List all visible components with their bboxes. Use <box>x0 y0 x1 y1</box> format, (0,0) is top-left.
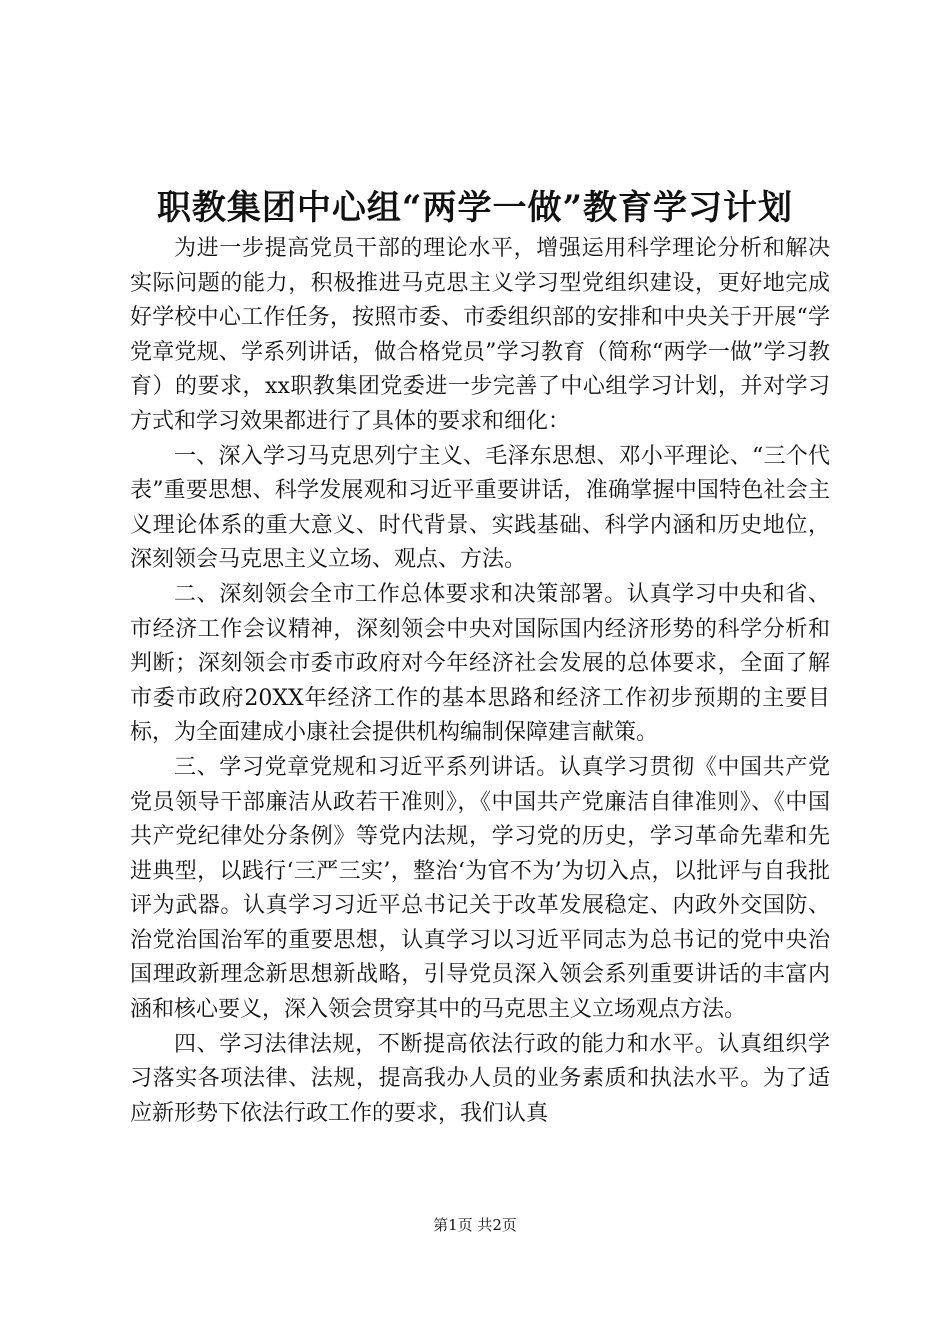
document-title: 职教集团中心组“两学一做”教育学习计划 <box>156 188 794 228</box>
paragraph-section-4: 四、学习法律法规，不断提高依法行政的能力和水平。认真组织学习落实各项法律、法规，提高我办人员的业务素质和执法水平。为了适应新形势下依法行政工作的要求，我们认真 <box>130 1031 830 1126</box>
paragraph-intro: 为进一步提高党员干部的理论水平，增强运用科学理论分析和解决实际问题的能力，积极推进马克思主义学习型党组织建设，更好地完成好学校中心工作任务，按照市委、市委组织部的安排和中央关于开展“学党章党规、学系列讲话，做合格党员”学习教育（简称“两学一做”学习教育）的要求，xx职教集团党委进一步完善了中心组学习计划，并对学习方式和学习效果都进行了具体的要求和细化： <box>130 236 830 434</box>
paragraph-section-1: 一、深入学习马克思列宁主义、毛泽东思想、邓小平理论、“三个代表”重要思想、科学发展观和习近平重要讲话，准确掌握中国特色社会主义理论体系的重大意义、时代背景、实践基础、科学内涵和历史地位，深刻领会马克思主义立场、观点、方法。 <box>130 443 830 573</box>
paragraph-section-3: 三、学习党章党规和习近平系列讲话。认真学习贯彻《中国共产党党员领导干部廉洁从政若干准则》，《中国共产党廉洁自律准则》、《中国共产党纪律处分条例》等党内法规，学习党的历史，学习革命先辈和先进典型，以践行‘三严三实’，整治‘为官不为’为切入点，以批评与自我批评为武器。认真学习习近平总书记关于改革发展稳定、内政外交国防、治党治国治军的重要思想，认真学习以习近平同志为总书记的党中央治国理政新理念新思想新战略，引导党员深入领会系列重要讲话的丰富内涵和核心要义，深入领会贯穿其中的马克思主义立场观点方法。 <box>130 754 830 1023</box>
document-body <box>130 232 830 1131</box>
page-number-footer: 第1页 共2页 <box>433 1216 517 1234</box>
paragraph-section-2: 二、深刻领会全市工作总体要求和决策部署。认真学习中央和省、市经济工作会议精神，深刻领会中央对国际国内经济形势的科学分析和判断；深刻领会市委市政府对今年经济社会发展的总体要求，全面了解市委市政府20XX年经济工作的基本思路和经济工作初步预期的主要目标，为全面建成小康社会提供机构编制保障建言献策。 <box>130 581 830 746</box>
